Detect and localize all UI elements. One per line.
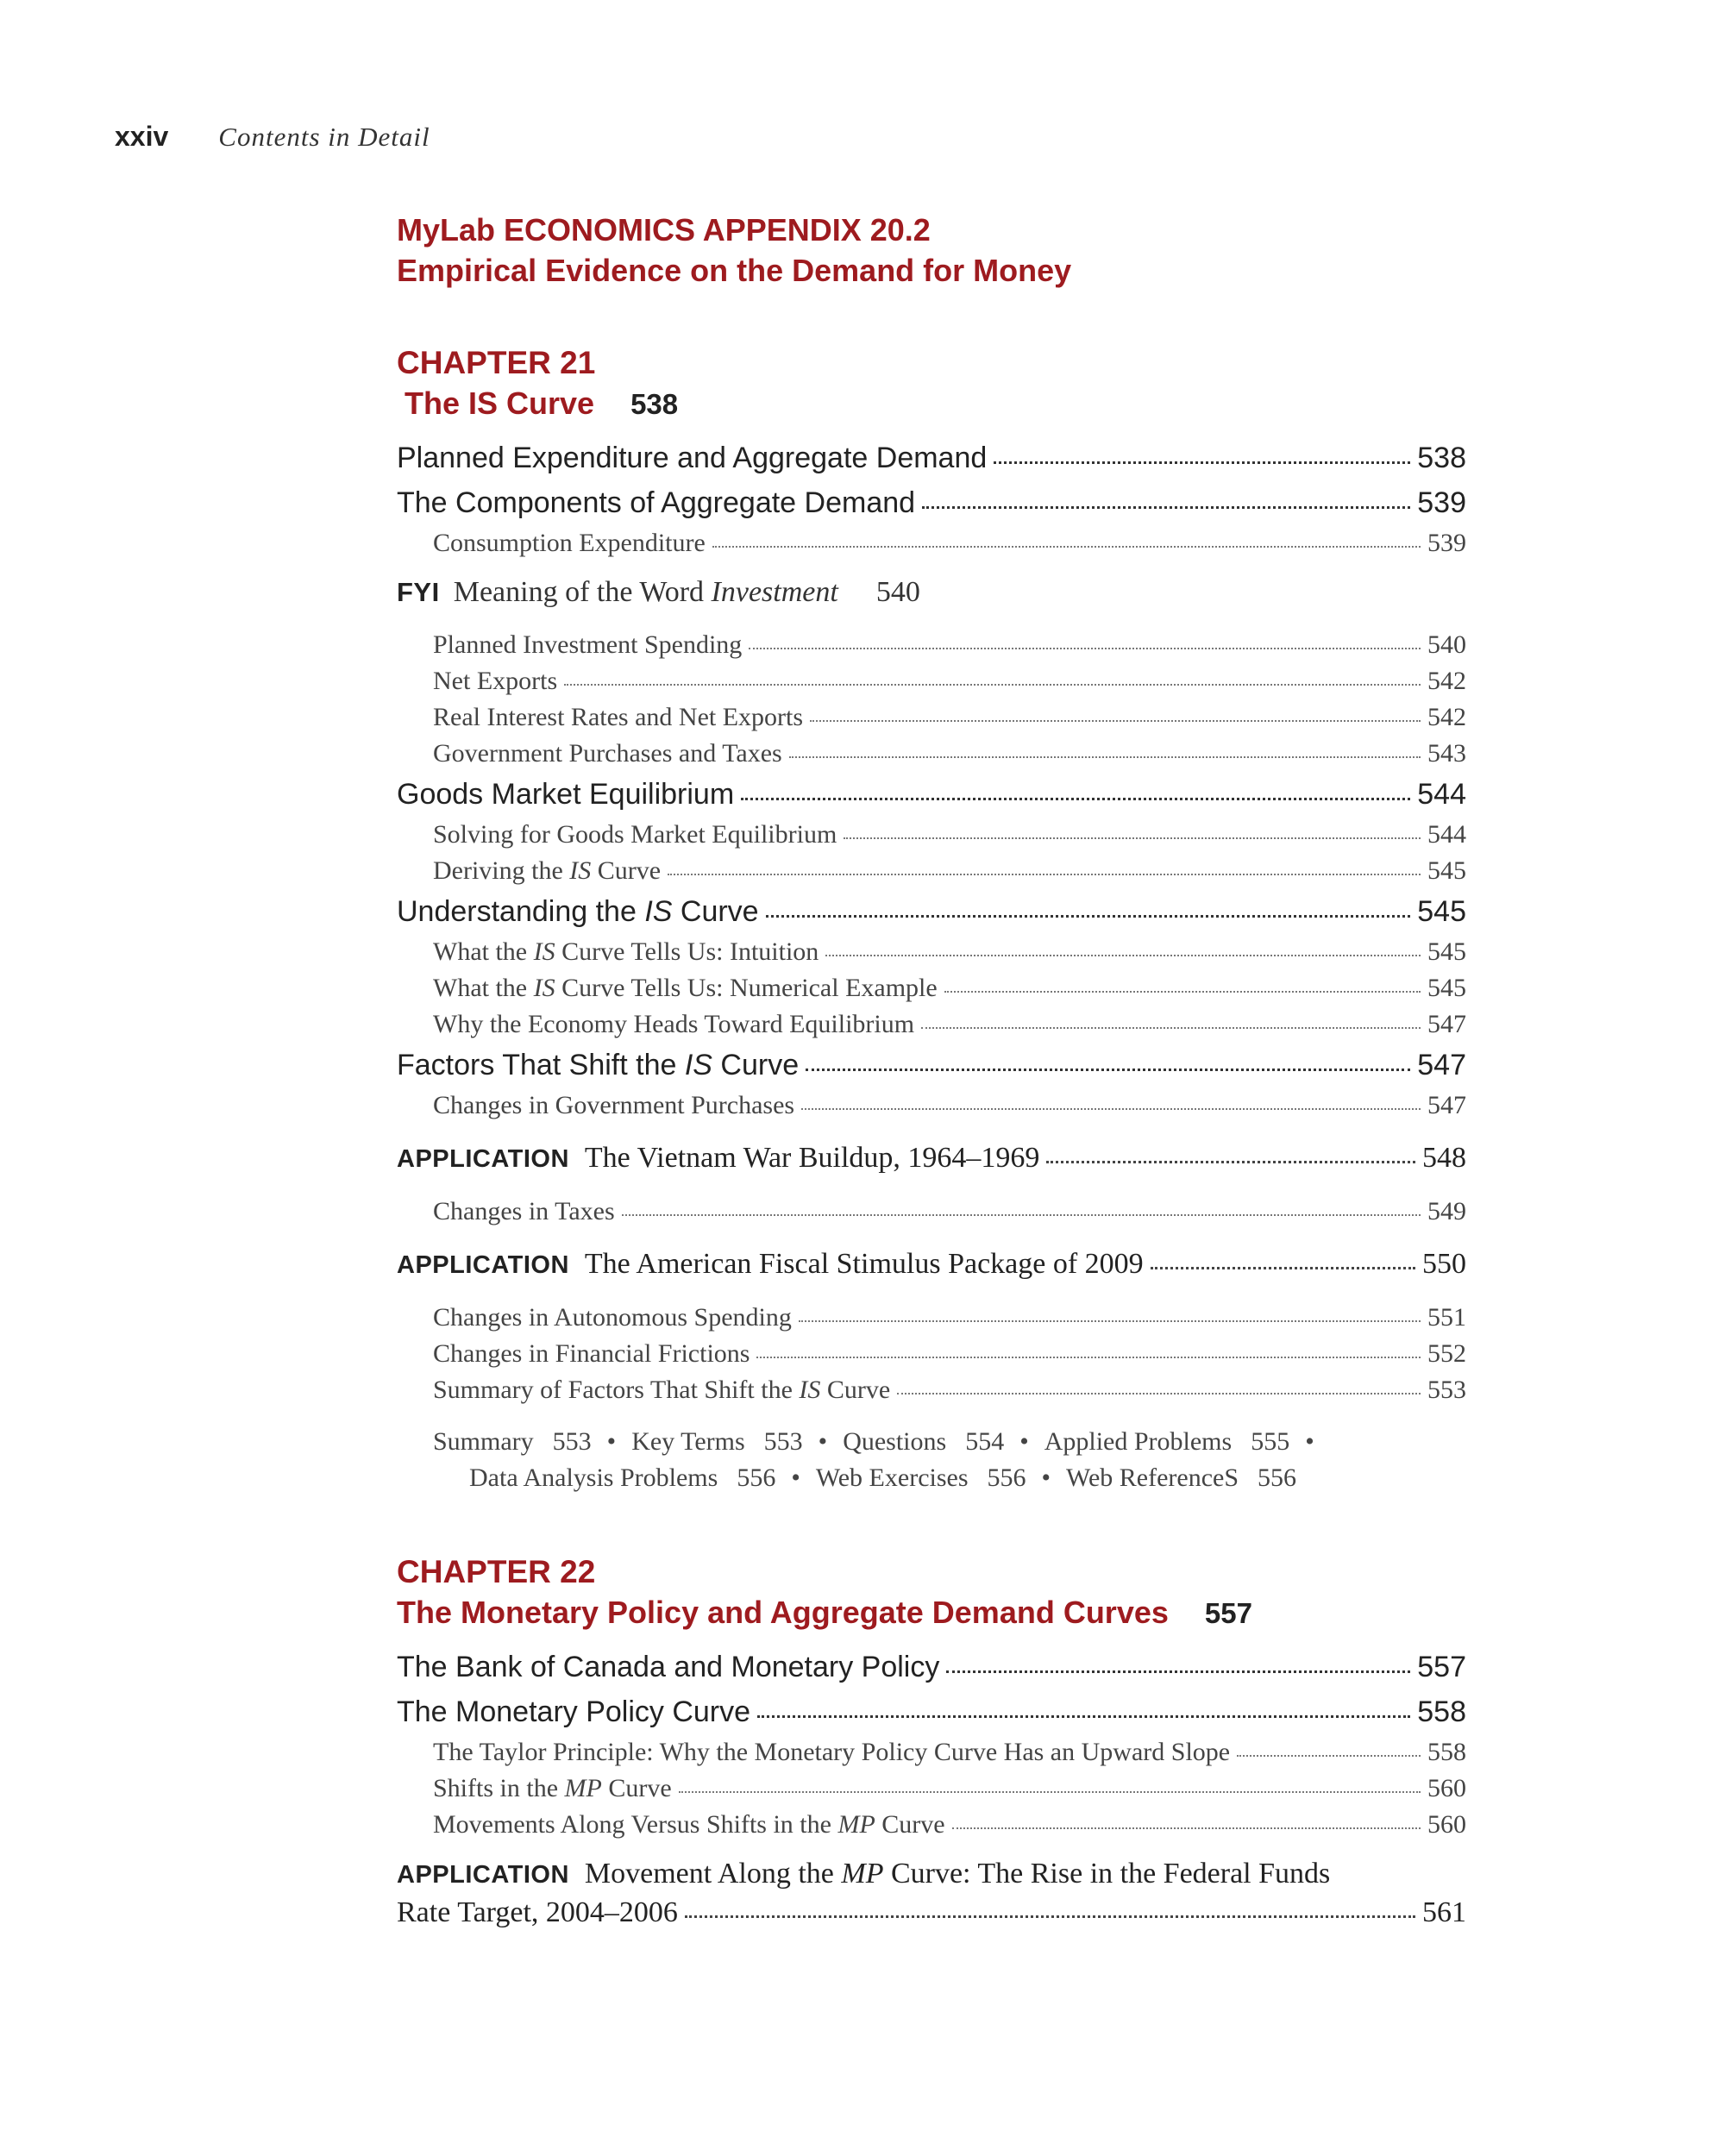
toc-label-part: Curve <box>712 1049 800 1081</box>
summary-page: 556 <box>1258 1463 1297 1492</box>
toc-label: Consumption Expenditure <box>433 529 706 557</box>
toc-page: 543 <box>1427 739 1466 768</box>
end-of-chapter-summary <box>397 1424 1466 1496</box>
summary-link[interactable] <box>433 1427 592 1456</box>
dot-leader <box>757 1715 1410 1718</box>
dot-leader <box>806 1069 1410 1071</box>
dot-leader <box>1151 1267 1415 1269</box>
dot-leader <box>944 991 1421 993</box>
toc-page: 560 <box>1427 1810 1466 1839</box>
toc-label: Government Purchases and Taxes <box>433 739 782 768</box>
toc-label-part: Deriving the <box>433 856 570 885</box>
summary-page: 555 <box>1251 1427 1290 1456</box>
toc-page: 544 <box>1427 820 1466 849</box>
summary-link[interactable] <box>1066 1463 1296 1492</box>
toc-subentry[interactable] <box>397 817 1466 853</box>
toc-subentry[interactable] <box>397 1336 1466 1372</box>
dot-leader <box>946 1670 1410 1673</box>
toc-page: 540 <box>1427 630 1466 659</box>
dot-leader <box>994 461 1410 464</box>
summary-page: 556 <box>737 1463 776 1492</box>
dot-leader <box>810 720 1421 722</box>
fyi-box-entry[interactable] <box>397 570 1466 615</box>
toc-subentry[interactable] <box>397 1194 1466 1230</box>
chapter-page: 538 <box>630 388 679 420</box>
toc-page: 558 <box>1427 1738 1466 1766</box>
toc-page: 539 <box>1417 486 1466 519</box>
dot-leader <box>1046 1161 1415 1163</box>
running-head-title: Contents in Detail <box>218 122 430 152</box>
toc-page: 552 <box>1427 1339 1466 1368</box>
toc-label-part: Factors That Shift the <box>397 1049 685 1081</box>
toc-label: The Taylor Principle: Why the Monetary Policy Curve Has an Upward Slope <box>433 1738 1231 1766</box>
summary-link[interactable] <box>631 1427 802 1456</box>
summary-page: 554 <box>965 1427 1005 1456</box>
application-tag: APPLICATION <box>397 1145 569 1173</box>
application-tag: APPLICATION <box>397 1251 569 1279</box>
application-line <box>397 1855 1466 1894</box>
toc-label-part: Curve <box>820 1376 891 1404</box>
summary-label: Data Analysis Problems <box>469 1463 718 1492</box>
bullet-separator: • <box>791 1463 800 1492</box>
bullet-separator: • <box>1305 1427 1314 1456</box>
toc-subentry[interactable] <box>397 1807 1466 1843</box>
toc-subentry[interactable] <box>397 663 1466 699</box>
toc-page: 545 <box>1427 937 1466 966</box>
toc-label-italic: IS <box>533 974 555 1002</box>
toc-label: The Monetary Policy Curve <box>397 1695 751 1728</box>
summary-page: 556 <box>987 1463 1026 1492</box>
chapter-number: CHAPTER 21 <box>397 345 596 380</box>
toc-page: 547 <box>1427 1091 1466 1119</box>
toc-subentry[interactable] <box>397 627 1466 663</box>
summary-line <box>433 1460 1466 1496</box>
dot-leader <box>799 1320 1421 1322</box>
chapter-21 <box>397 342 1466 1496</box>
toc-label-italic: IS <box>684 1049 712 1081</box>
dot-leader <box>749 648 1421 649</box>
toc-label-part: Shifts in the <box>433 1774 565 1802</box>
application-title-italic: MP <box>841 1858 884 1890</box>
fyi-tag: FYI <box>397 577 440 607</box>
toc-label-italic: IS <box>569 856 592 885</box>
application-entry[interactable] <box>397 1855 1466 1932</box>
dot-leader <box>712 546 1421 548</box>
toc-subentry[interactable] <box>397 934 1466 970</box>
toc-label-italic: IS <box>533 937 555 966</box>
toc-entry[interactable] <box>397 1689 1466 1734</box>
fyi-text: Meaning of the Word <box>453 576 712 608</box>
dot-leader <box>766 915 1411 918</box>
toc-page: 561 <box>1422 1896 1466 1928</box>
dot-leader <box>564 684 1421 686</box>
chapter-title: The Monetary Policy and Aggregate Demand Curves <box>397 1595 1169 1630</box>
toc-subentry[interactable] <box>397 1300 1466 1336</box>
summary-label: Questions <box>843 1427 947 1456</box>
running-head <box>115 121 430 153</box>
toc-label <box>433 1372 890 1408</box>
appendix-heading[interactable] <box>397 210 1466 291</box>
dot-leader <box>922 506 1410 509</box>
application-title: The Vietnam War Buildup, 1964–1969 <box>584 1142 1040 1174</box>
toc-label <box>397 889 759 934</box>
toc-label <box>397 1242 1144 1288</box>
toc-label: Planned Investment Spending <box>433 630 743 659</box>
dot-leader <box>921 1027 1421 1029</box>
toc-label-italic: IS <box>644 895 673 928</box>
toc-label-part: What the <box>433 937 534 966</box>
application-title: Curve: The Rise in the Federal Funds <box>883 1858 1331 1890</box>
summary-label: Key Terms <box>631 1427 745 1456</box>
toc-label <box>433 1807 945 1843</box>
toc-label-italic: IS <box>799 1376 821 1404</box>
toc-label-part: Curve <box>672 895 759 928</box>
toc-label <box>433 934 819 970</box>
toc-label-part: Curve Tells Us: Numerical Example <box>555 974 938 1002</box>
toc-label: Solving for Goods Market Equilibrium <box>433 820 837 849</box>
toc-label: Planned Expenditure and Aggregate Demand <box>397 442 988 474</box>
toc-label <box>433 970 938 1006</box>
summary-label: Web Exercises <box>815 1463 969 1492</box>
toc-page: 547 <box>1427 1010 1466 1038</box>
toc-page: 538 <box>1417 442 1466 474</box>
summary-line <box>433 1424 1466 1460</box>
toc-label: Changes in Government Purchases <box>433 1091 795 1119</box>
toc-page: 558 <box>1417 1695 1466 1728</box>
toc-page: 545 <box>1427 974 1466 1002</box>
page-folio: xxiv <box>115 121 169 152</box>
summary-label: Summary <box>433 1427 534 1456</box>
toc-subentry[interactable] <box>397 970 1466 1006</box>
toc-entry[interactable] <box>397 772 1466 817</box>
toc-label: Why the Economy Heads Toward Equilibrium <box>433 1010 915 1038</box>
toc-page: 557 <box>1417 1651 1466 1683</box>
summary-link[interactable] <box>469 1463 775 1492</box>
toc-content <box>397 210 1466 1932</box>
chapter-title-row[interactable] <box>397 1593 1466 1639</box>
summary-link[interactable] <box>816 1463 1026 1492</box>
toc-page: 545 <box>1427 856 1466 885</box>
dot-leader <box>668 874 1421 875</box>
toc-label <box>397 1043 799 1087</box>
dot-leader <box>756 1357 1421 1358</box>
dot-leader <box>844 837 1421 839</box>
toc-subentry[interactable] <box>397 525 1466 561</box>
bullet-separator: • <box>818 1427 828 1456</box>
dot-leader <box>622 1214 1421 1216</box>
dot-leader <box>952 1827 1421 1829</box>
toc-label: Real Interest Rates and Net Exports <box>433 703 804 731</box>
toc-label-part: Curve <box>601 1774 672 1802</box>
summary-link[interactable] <box>1044 1427 1290 1456</box>
summary-page: 553 <box>763 1427 803 1456</box>
summary-label: Applied Problems <box>1044 1427 1233 1456</box>
toc-label: Net Exports <box>433 667 558 695</box>
toc-label-part: Understanding the <box>397 895 645 928</box>
toc-page: 539 <box>1427 529 1466 557</box>
application-tag: APPLICATION <box>397 1861 569 1889</box>
toc-page: 542 <box>1427 703 1466 731</box>
toc-label-italic: MP <box>837 1810 875 1839</box>
bullet-separator: • <box>1041 1463 1051 1492</box>
toc-page: 547 <box>1417 1049 1466 1081</box>
dot-leader <box>685 1915 1415 1918</box>
application-line <box>397 1894 1466 1932</box>
toc-label-part: What the <box>433 974 534 1002</box>
toc-label: Changes in Autonomous Spending <box>433 1303 792 1332</box>
toc-entry[interactable] <box>397 436 1466 480</box>
dot-leader <box>825 955 1421 956</box>
toc-page: 548 <box>1422 1142 1466 1174</box>
toc-label-part: Curve Tells Us: Intuition <box>555 937 819 966</box>
toc-subentry[interactable] <box>397 1087 1466 1124</box>
dot-leader <box>679 1791 1421 1793</box>
toc-entry[interactable] <box>397 1645 1466 1689</box>
toc-label: Changes in Taxes <box>433 1197 615 1225</box>
toc-page: 553 <box>1427 1376 1466 1404</box>
toc-entry[interactable] <box>397 889 1466 934</box>
fyi-text-italic: Investment <box>711 576 838 608</box>
toc-page: 549 <box>1427 1197 1466 1225</box>
bullet-separator: • <box>1019 1427 1029 1456</box>
toc-subentry[interactable] <box>397 1734 1466 1771</box>
toc-label: Rate Target, 2004–2006 <box>397 1896 678 1928</box>
chapter-title-row[interactable] <box>397 384 1466 430</box>
toc-entry[interactable] <box>397 480 1466 525</box>
summary-label: Web ReferenceS <box>1066 1463 1239 1492</box>
dot-leader <box>741 798 1410 800</box>
summary-link[interactable] <box>843 1427 1004 1456</box>
toc-label-part: Curve <box>875 1810 945 1839</box>
toc-page: 560 <box>1427 1774 1466 1802</box>
application-entry[interactable] <box>397 1242 1466 1288</box>
chapter-title: The IS Curve <box>405 385 595 421</box>
toc-label: The Components of Aggregate Demand <box>397 486 916 519</box>
toc-subentry[interactable] <box>397 1771 1466 1807</box>
toc-page: 545 <box>1417 895 1466 928</box>
dot-leader <box>1237 1755 1421 1757</box>
toc-label-part: Curve <box>591 856 662 885</box>
chapter-page: 557 <box>1204 1597 1252 1629</box>
application-title: Movement Along the <box>584 1858 842 1890</box>
toc-subentry[interactable] <box>397 853 1466 889</box>
toc-page: 542 <box>1427 667 1466 695</box>
toc-label-part: Summary of Factors That Shift the <box>433 1376 800 1404</box>
toc-label: The Bank of Canada and Monetary Policy <box>397 1651 940 1683</box>
summary-page: 553 <box>552 1427 592 1456</box>
toc-entry[interactable] <box>397 1043 1466 1087</box>
toc-page: 550 <box>1422 1248 1466 1280</box>
fyi-page: 540 <box>875 576 920 608</box>
application-title: The American Fiscal Stimulus Package of 2009 <box>584 1248 1144 1280</box>
toc-label <box>433 1771 672 1807</box>
toc-page: 544 <box>1417 778 1466 811</box>
toc-label-italic: MP <box>564 1774 602 1802</box>
toc-page: 551 <box>1427 1303 1466 1332</box>
chapter-number: CHAPTER 22 <box>397 1554 596 1589</box>
dot-leader <box>801 1108 1421 1110</box>
chapter-22 <box>397 1551 1466 1932</box>
toc-subentry[interactable] <box>397 699 1466 736</box>
toc-subentry[interactable] <box>397 1372 1466 1408</box>
application-entry[interactable] <box>397 1136 1466 1181</box>
appendix-title: Empirical Evidence on the Demand for Money <box>397 253 1072 288</box>
toc-subentry[interactable] <box>397 1006 1466 1043</box>
toc-label <box>397 1136 1039 1181</box>
dot-leader <box>897 1393 1421 1395</box>
toc-label-part: Movements Along Versus Shifts in the <box>433 1810 838 1839</box>
toc-subentry[interactable] <box>397 736 1466 772</box>
toc-label <box>433 853 661 889</box>
toc-label: Changes in Financial Frictions <box>433 1339 750 1368</box>
appendix-label: MyLab ECONOMICS APPENDIX 20.2 <box>397 212 931 248</box>
toc-label: Goods Market Equilibrium <box>397 778 735 811</box>
dot-leader <box>789 756 1421 758</box>
bullet-separator: • <box>606 1427 617 1456</box>
